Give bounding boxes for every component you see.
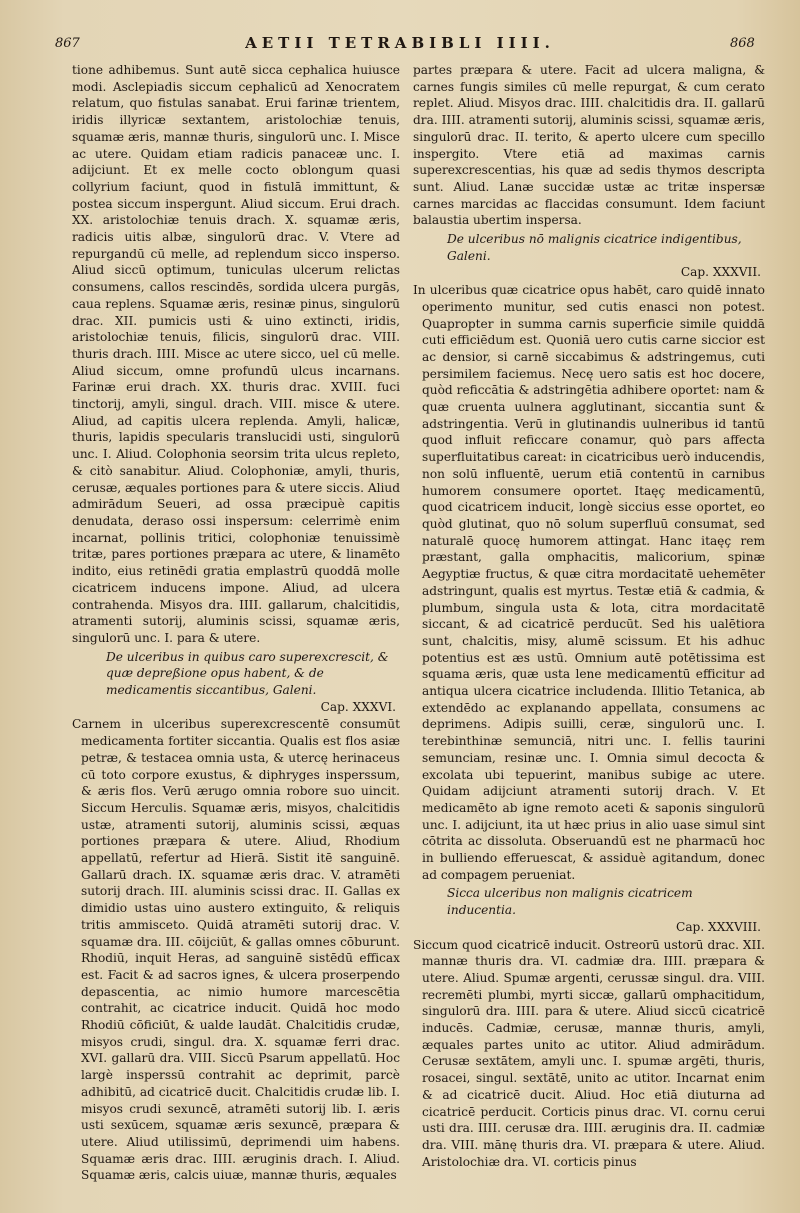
chapter-37-number: Cap. XXXVII. (680, 265, 761, 280)
right-page-number: 868 (730, 36, 755, 51)
right-paragraph-2: In ulceribus quæ cicatrice opus habēt, caro quidē innato operimento munitur, sed cutis enasci non potest. Quapropter in summa carnis superficie simile quiddā cuti efficiēdum est. Quoniā uero cutis carne siccior est ac densior, si carnē siccabimus & adstringemus, cuti persimilem faciemus. Necę uero satis est hoc docere, quòd reficcātia & adstringētia adhibere oportet: nam & quæ cruenta uulnera agglutinant, siccantia sunt & adstringentia. Verū in glutinandis uulneribus id tantū quod influit reficcare conamur, quò pars affecta superfluitatibus careat: in cicatricibus uerò inducendis, non solū influentē, uerum etiā contentū in carnibus humorem consumere oportet. Itaęç medicamentū, quod cicatricem inducit, longè siccius esse oportet, eo quòd glutinat, quo nō solum superfluū consumat, sed naturalē quocę humorem attingat. Hanc itaęç rem præstant, galla omphacitis, malicorium, spinæ Aegyptiæ fructus, & quæ citra mordacitatē uehemēter adstringunt, qualis est myrtus. Testæ etiā & cadmia, & plumbum, singula usta & lota, citra mordacitatē siccant, & ad cicatricē perducūt. Sed his ualētiora sunt, chalcitis, misy, alumē scissum. Et his adhuc potentius est æs ustū. Omnium autē potētissima est squama æris, quæ usta lene medicamentū efficitur ad antiqua ulcera cicatrice includenda. Illitio Tetanica, ab extendēdo ac explanando appellata, consumens ac deprimens. Adipis suilli, ceræ, singulorū unc. I. terebinthinæ semunciā, nitri unc. I. fellis taurini semunciam, resinæ unc. I. Omnia simul decocta & excolata ubi tepuerint, manibus subige ac utere. Quidam adijciunt atramenti sutorij drach. V. Et medicamēto ab igne remoto aceti & saponis singulorū unc. I. adijciunt, ita ut hæc prius in alio uase simul sint cōtrita ac dissoluta. Obseruandū est ne pharmacū hoc in bulliendo efferuescat, & assiduè agitandum, donec ad compagem perueniat. (413, 283, 765, 882)
running-head: AETII TETRABIBLI IIII. (245, 34, 555, 52)
chapter-37-title: De ulceribus nō malignis cicatrice indigentibus, Galeni. (447, 232, 742, 263)
chapter-38-heading (413, 885, 765, 935)
right-column (413, 62, 765, 1170)
left-page-number: 867 (55, 36, 80, 51)
chapter-38-title: Sicca ulceribus non malignis cicatricem inducentia. (447, 886, 693, 918)
chapter-38-number: Cap. XXXVIII. (676, 919, 761, 934)
right-paragraph-1: partes præpara & utere. Facit ad ulcera maligna, & carnes fungis similes cū melle repurgat, & cum cerato replet. Aliud. Misyos drac. IIII. chalcitidis dra. II. gallarū dra. IIII. atramenti sutorij, aluminis scissi, squamæ æris, singulorū drac. II. terito, & aperto ulcere cum specillo inspergito. Vtere etiā ad maximas carnis superexcrescentias, his quæ ad sedis thymos descripta sunt. Aliud. Lanæ succidæ ustæ ac tritæ inspersæ carnes marcidas ac flaccidas consumunt. Idem faciunt balaustia ubertim inspersa. (413, 63, 765, 228)
chapter-37-heading (413, 231, 765, 281)
chapter-36-heading (72, 649, 400, 716)
right-paragraph-3: Siccum quod cicatricē inducit. Ostreorū ustorū drac. XII. mannæ thuris dra. VI. cadmiæ dra. IIII. præpara & utere. Aliud. Spumæ argenti, cerussæ singul. dra. VIII. recremēti plumbi, myrti siccæ, gallarū omphacitidum, singulorū dra. IIII. para & utere. Aliud siccū cicatricē inducēs. Cadmiæ, cerusæ, mannæ thuris, amyli, æquales partes unito ac utitor. Aliud admirādum. Cerusæ sextātem, amyli unc. I. spumæ argēti, thuris, rosacei, singul. sextātē, unito ac utitor. Incarnat enim & ad cicatricē ducit. Aliud. Hoc etiā diuturna ad cicatricē perducit. Corticis pinus drac. VI. cornu cerui usti dra. IIII. cerusæ dra. IIII. æruginis dra. II. cadmiæ dra. VIII. mānę thuris dra. VI. præpara & utere. Aliud. Aristolochiæ dra. VI. corticis pinus (413, 937, 765, 1169)
chapter-36-title: De ulceribus in quibus caro superexcrescit, & quæ depreßione opus habent, & de medicamentis siccantibus, Galeni. (106, 649, 389, 698)
left-column (72, 62, 400, 1184)
left-paragraph-2: Carnem in ulceribus superexcrescentē consumūt medicamenta fortiter siccantia. Qualis est flos asiæ petræ, & testacea omnia usta, & utercę herinaceus cū toto corpore exustus, & diphryges insperssum, & æris flos. Verū ærugo omnia robore suo uincit. Siccum Herculis. Squamæ æris, misyos, chalcitidis ustæ, atramenti sutorij, aluminis scissi, æquas portiones præpara & utere. Aliud, Rhodium appellatū, refertur ad Hierā. Sistit itē sanguinē. Gallarū drach. IX. squamæ æris drac. V. atramēti sutorij drach. III. aluminis scissi drac. II. Gallas ex dimidio ustas uino austero extinguito, & reliquis tritis ammisceto. Quidā atramēti sutorij drac. V. squamæ dra. III. cōijciūt, & gallas omnes cōburunt. Rhodiū, inquit Heras, ad sanguinē sistēdū efficax est. Facit & ad sacros ignes, & ulcera proserpendo depascentia, ac nimio humore marcescētia contrahit, ac cicatrice inducit. Quidā hoc modo Rhodiū cōficiūt, & ualde laudāt. Chalcitidis crudæ, misyos crudi, singul. dra. X. squamæ ferri drac. XVI. gallarū dra. VIII. Siccū Psarum appellatū. Hoc largè insperssū contrahit ac deprimit, parcè adhibitū, ad cicatricē ducit. Chalcitidis crudæ lib. I. misyos crudi sexuncē, atramēti sutorij lib. I. æris usti sexūcem, squamæ æris sexuncē, præpara & utere. Aliud utilissimū, deprimendi uim habens. Squamæ æris drac. IIII. æruginis drach. I. Aliud. Squamæ æris, calcis uiuæ, mannæ thuris, æquales (72, 717, 400, 1183)
chapter-36-number: Cap. XXXVI. (320, 699, 396, 714)
left-paragraph-1: tione adhibemus. Sunt autē sicca cephalica huiusce modi. Asclepiadis siccum cephalicū ad Xenocratem relatum, quo fistulas sanabat. Erui farinæ trientem, iridis illyricæ sextantem, aristolochiæ tenuis, squamæ æris, mannæ thuris, singulorū unc. I. Misce ac utere. Quidam etiam radicis panaceæ unc. I. adijciunt. Et ex melle cocto oblongum quasi collyrium faciunt, quod in fistulā immittunt, & postea siccum inspergunt. Aliud siccum. Erui drach. XX. aristolochiæ tenuis drach. X. squamæ æris, radicis uitis albæ, singulorū drac. V. Vtere ad repurgandū cū melle, ad replendum sicco insperso. Aliud siccū optimum, tuniculas ulcerum relictas consumens, callos rescindēs, sordida ulcera purgās, caua replens. Squamæ æris, resinæ pinus, singulorū drac. XII. pumicis usti & uino extincti, iridis, aristolochiæ tenuis, filicis, singulorū drac. VIII. thuris drach. IIII. Misce ac utere sicco, uel cū melle. Aliud siccum, omne profundū ulcus incarnans. Farinæ erui drach. XX. thuris drac. XVIII. fuci tinctorij, amyli, singul. drach. VIII. misce & utere. Aliud, ad capitis ulcera replenda. Amyli, halicæ, thuris, lapidis specularis translucidi usti, singulorū unc. I. Aliud. Colophonia seorsim trita ulcus repleto, & citò sanabitur. Aliud. Colophoniæ, amyli, thuris, cerusæ, æquales portiones para & utere siccis. Aliud admirādum Seueri, ad ossa præcipuè capitis denudata, deraso ossi inspersum: celerrimè enim incarnat, pollinis tritici, colophoniæ tenuissimè tritæ, pares portiones præpara ac utere, & linamēto indito, eius retinēdi gratia emplastrū quoddā molle cicatricem inducens impone. Aliud, ad ulcera contrahenda. Misyos dra. IIII. gallarum, chalcitidis, atramenti sutorij, aluminis scissi, squamæ æris, singulorū unc. I. para & utere. (72, 63, 400, 645)
